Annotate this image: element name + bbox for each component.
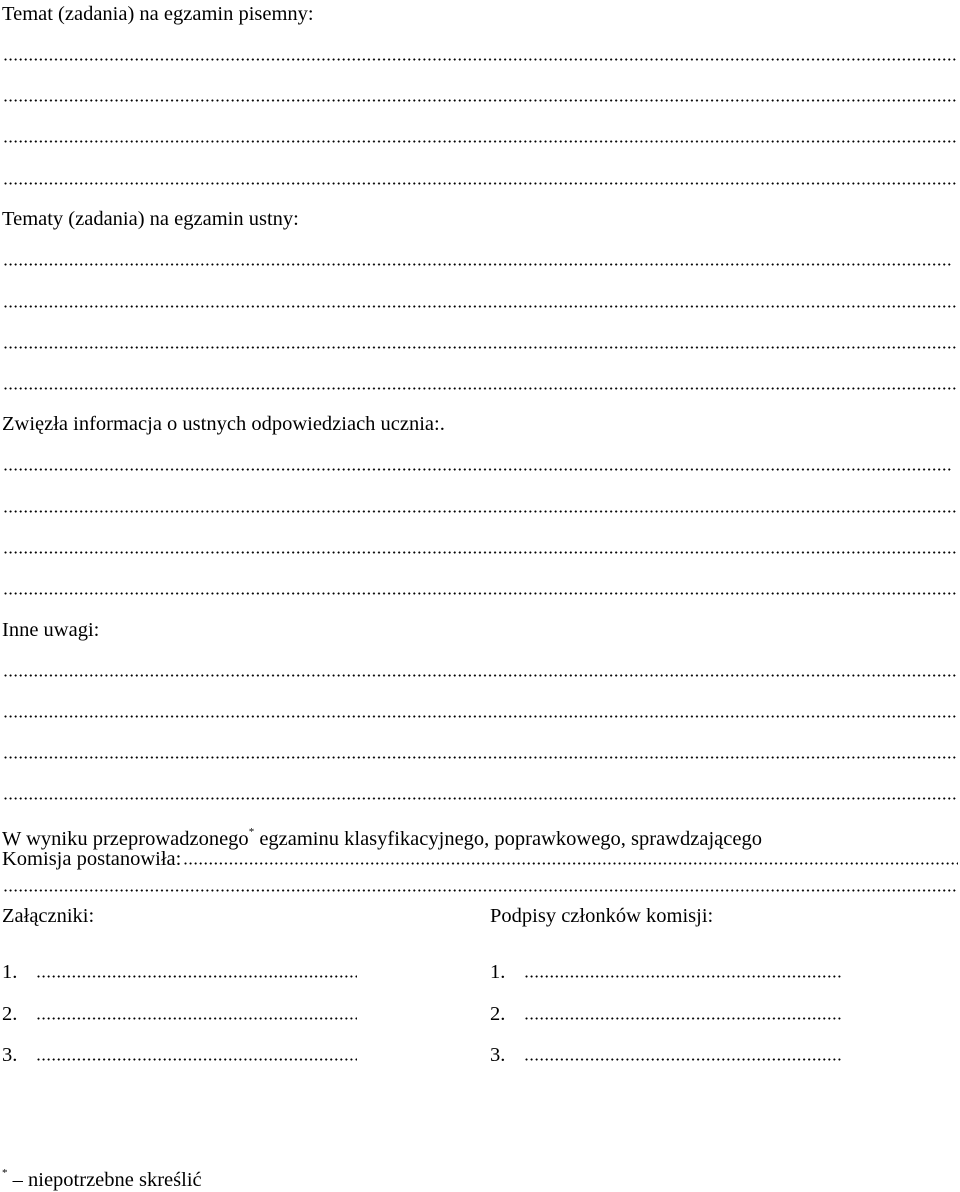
- commission-decision-label: Komisja postanowiła:: [2, 848, 182, 870]
- oral-exam-heading: Tematy (zadania) na egzamin ustny:: [2, 208, 299, 230]
- answer-line: [3, 551, 958, 554]
- attachments-heading: Załączniki:: [2, 905, 95, 927]
- footnote-marker: *: [2, 1167, 8, 1179]
- answer-line: [3, 387, 958, 390]
- commission-decision: [2, 847, 960, 871]
- answer-line: [3, 58, 958, 61]
- answer-line: [3, 510, 958, 513]
- answer-line: [36, 975, 357, 978]
- answer-line: [183, 862, 958, 865]
- footnote-text: – niepotrzebne skreślić: [7, 1168, 202, 1191]
- answer-line: [3, 263, 952, 266]
- answer-line: [3, 182, 958, 185]
- answer-line: [3, 889, 958, 892]
- written-exam-heading: Temat (zadania) na egzamin pisemny:: [2, 3, 314, 25]
- remarks-heading: Inne uwagi:: [2, 619, 100, 641]
- signature-number: 1.: [490, 961, 506, 983]
- answer-line: [3, 674, 958, 677]
- signature-item: [490, 1002, 842, 1026]
- attachment-number: 2.: [2, 1003, 18, 1025]
- answer-line: [524, 975, 842, 978]
- answer-line: [3, 756, 958, 759]
- answer-line: [3, 592, 958, 595]
- signature-number: 2.: [490, 1003, 506, 1025]
- answer-line: [36, 1017, 357, 1020]
- answer-line: [3, 797, 958, 800]
- signatures-heading: Podpisy członków komisji:: [490, 905, 714, 927]
- answer-line: [524, 1017, 842, 1020]
- answer-line: [524, 1058, 842, 1061]
- answer-line: [36, 1058, 357, 1061]
- attachment-number: 3.: [2, 1044, 18, 1066]
- footnote: [2, 1163, 960, 1192]
- answer-line: [3, 140, 958, 143]
- result-text-start: W wyniku przeprowadzonego: [2, 827, 249, 850]
- signature-item: [490, 1043, 842, 1067]
- answer-line: [3, 346, 958, 349]
- answer-line: [3, 715, 958, 718]
- attachment-item: [2, 1002, 357, 1026]
- answer-line: [3, 99, 958, 102]
- attachment-number: 1.: [2, 961, 18, 983]
- oral-summary-heading: Zwięzła informacja o ustnych odpowiedziach ucznia:.: [2, 413, 445, 435]
- answer-line: [3, 305, 958, 308]
- attachment-item: [2, 960, 357, 984]
- signature-number: 3.: [490, 1044, 506, 1066]
- attachment-item: [2, 1043, 357, 1067]
- signature-item: [490, 960, 842, 984]
- answer-line: [3, 468, 952, 471]
- footnote-marker: *: [248, 826, 255, 838]
- result-text-end: egzaminu klasyfikacyjnego, poprawkowego, sprawdzającego: [254, 827, 762, 850]
